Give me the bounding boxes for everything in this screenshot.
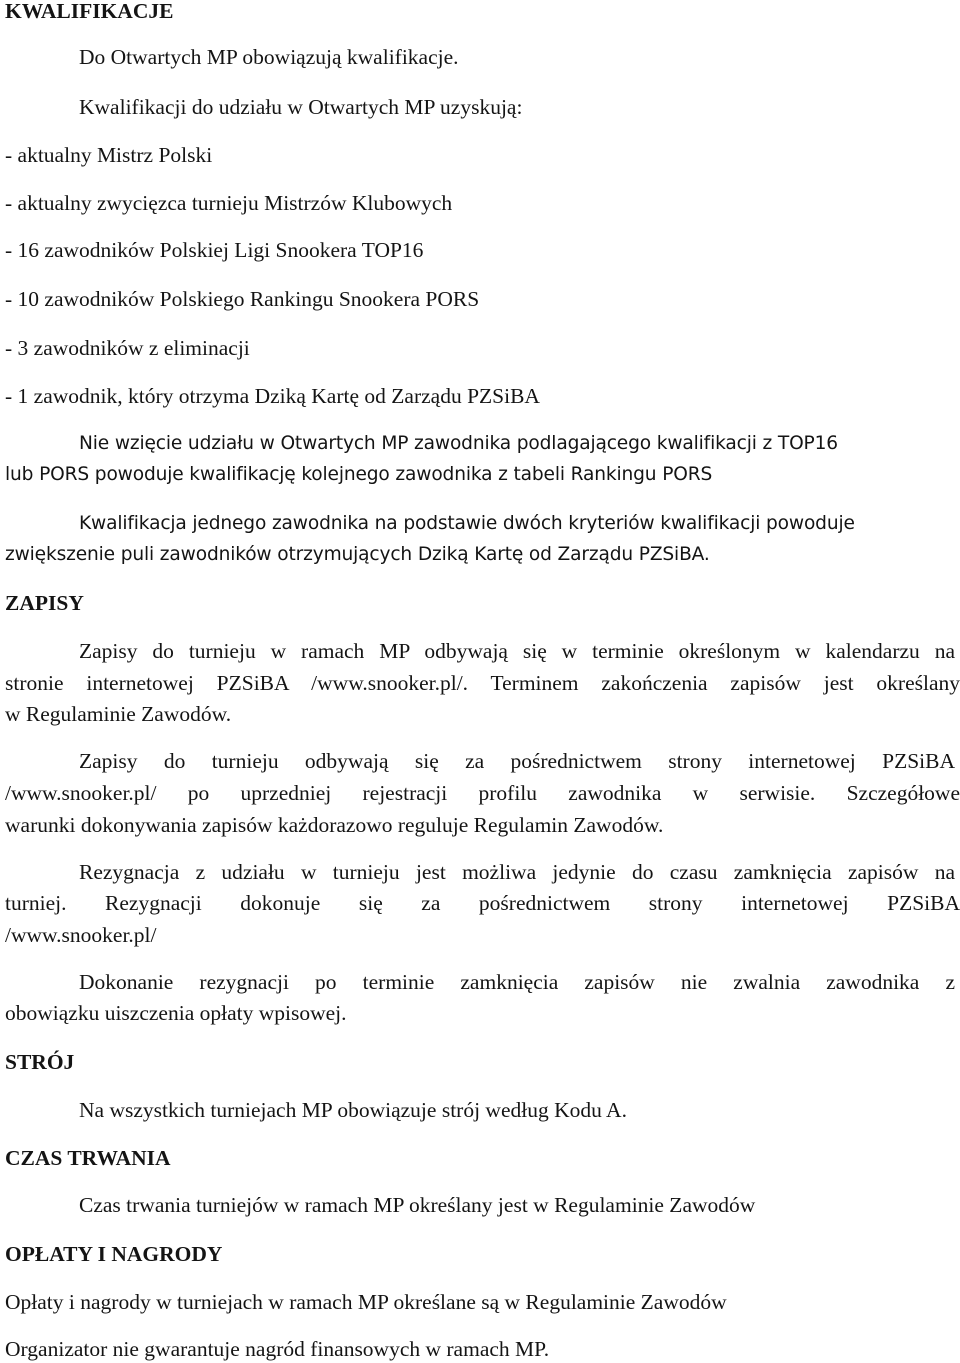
zapisy-para3-line2: turniej. Rezygnacji dokonuje się za pośrednictwem strony internetowej PZSiBA: [5, 891, 960, 915]
kwalifikacje-para2-line1: Kwalifikacja jednego zawodnika na podstawie dwóch kryteriów kwalifikacji powoduje: [79, 513, 855, 534]
list-item: - 16 zawodników Polskiej Ligi Snookera TOP16: [5, 238, 424, 262]
list-item: - 3 zawodników z eliminacji: [5, 336, 250, 360]
kwalifikacje-intro: Do Otwartych MP obowiązują kwalifikacje.: [79, 45, 459, 69]
zapisy-para3-line3: /www.snooker.pl/: [5, 923, 157, 947]
zapisy-para4-line2: obowiązku uiszczenia opłaty wpisowej.: [5, 1001, 347, 1025]
zapisy-para2-line1: Zapisy do turnieju odbywają się za pośrednictwem strony internetowej PZSiBA: [79, 749, 955, 773]
oplaty-text2: Organizator nie gwarantuje nagród finansowych w ramach MP.: [5, 1337, 550, 1361]
kwalifikacje-para1-line1: Nie wzięcie udziału w Otwartych MP zawodnika podlagającego kwalifikacji z TOP16: [79, 433, 838, 454]
kwalifikacje-para1-line2: lub PORS powoduje kwalifikację kolejnego zawodnika z tabeli Rankingu PORS: [5, 464, 713, 485]
list-item: - 1 zawodnik, który otrzyma Dziką Kartę od Zarządu PZSiBA: [5, 384, 540, 408]
kwalifikacje-list-intro: Kwalifikacji do udziału w Otwartych MP uzyskują:: [79, 95, 523, 119]
zapisy-para1-line3: w Regulaminie Zawodów.: [5, 702, 232, 726]
heading-czas-trwania: CZAS TRWANIA: [5, 1146, 171, 1170]
czas-trwania-text: Czas trwania turniejów w ramach MP określany jest w Regulaminie Zawodów: [79, 1193, 756, 1217]
heading-stroj: STRÓJ: [5, 1050, 75, 1074]
heading-kwalifikacje: KWALIFIKACJE: [5, 0, 174, 23]
zapisy-para1-line2: stronie internetowej PZSiBA /www.snooker.pl/. Terminem zakończenia zapisów jest określany: [5, 671, 960, 695]
kwalifikacje-para2-line2: zwiększenie puli zawodników otrzymujących Dziką Kartę od Zarządu PZSiBA.: [5, 544, 710, 565]
oplaty-text1: Opłaty i nagrody w turniejach w ramach MP określane są w Regulaminie Zawodów: [5, 1290, 727, 1314]
zapisy-para2-line2: /www.snooker.pl/ po uprzedniej rejestracji profilu zawodnika w serwisie. Szczegółowe: [5, 781, 960, 805]
zapisy-para1-line1: Zapisy do turnieju w ramach MP odbywają się w terminie określonym w kalendarzu na: [79, 639, 955, 663]
stroj-text: Na wszystkich turniejach MP obowiązuje strój według Kodu A.: [79, 1098, 627, 1122]
list-item: - aktualny zwycięzca turnieju Mistrzów Klubowych: [5, 191, 453, 215]
heading-oplaty-i-nagrody: OPŁATY I NAGRODY: [5, 1242, 223, 1266]
zapisy-para3-line1: Rezygnacja z udziału w turnieju jest możliwa jedynie do czasu zamknięcia zapisów na: [79, 860, 955, 884]
zapisy-para2-line3: warunki dokonywania zapisów każdorazowo reguluje Regulamin Zawodów.: [5, 813, 664, 837]
list-item: - aktualny Mistrz Polski: [5, 143, 213, 167]
list-item: - 10 zawodników Polskiego Rankingu Snookera PORS: [5, 287, 480, 311]
heading-zapisy: ZAPISY: [5, 591, 84, 615]
zapisy-para4-line1: Dokonanie rezygnacji po terminie zamknięcia zapisów nie zwalnia zawodnika z: [79, 970, 955, 994]
